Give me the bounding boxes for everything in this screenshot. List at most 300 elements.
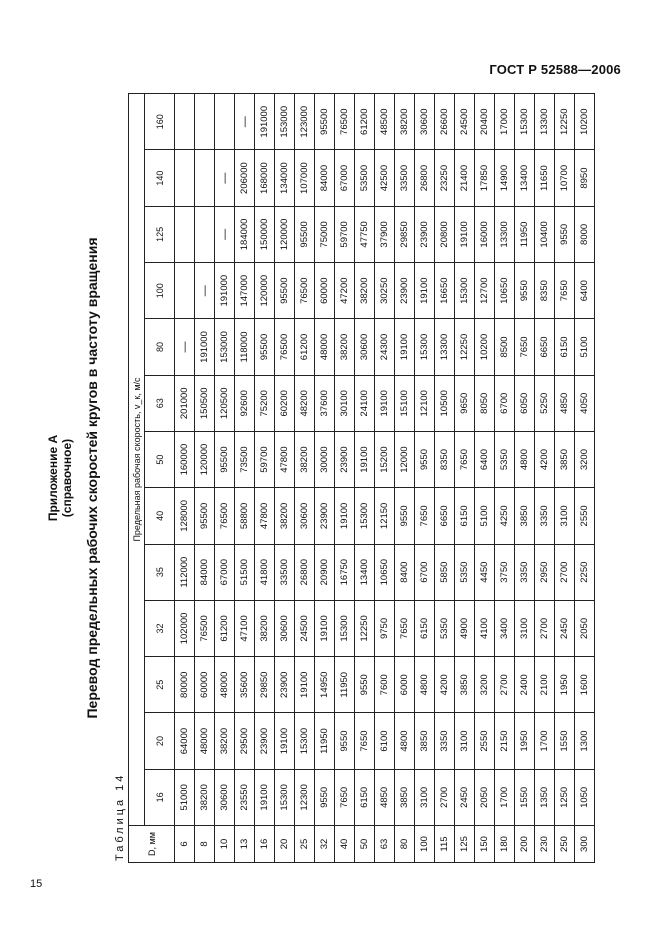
rpm-cell: 29500: [235, 713, 255, 769]
rpm-cell: 1550: [555, 713, 575, 769]
rpm-cell: 15300: [335, 600, 355, 656]
table-row: [215, 94, 235, 863]
rpm-cell: 16650: [435, 263, 455, 319]
rpm-cell: 3350: [515, 544, 535, 600]
rpm-cell: 2550: [475, 713, 495, 769]
rpm-cell: 6100: [375, 713, 395, 769]
diameter-cell: 230: [535, 826, 555, 863]
rpm-cell: 95500: [215, 431, 235, 487]
speed-header-cell: 140: [145, 150, 175, 206]
rpm-cell: 8050: [475, 375, 495, 431]
rpm-cell: 23550: [235, 769, 255, 825]
rpm-cell: 12250: [455, 319, 475, 375]
rpm-cell: 15300: [275, 769, 295, 825]
table-row: [195, 94, 215, 863]
rpm-cell: 76500: [275, 319, 295, 375]
appendix-subtitle: (справочное): [60, 438, 74, 518]
table-row: [335, 94, 355, 863]
rpm-cell: 13300: [435, 319, 455, 375]
rpm-cell: 10650: [495, 263, 515, 319]
rpm-cell: 16000: [475, 206, 495, 262]
rpm-cell: 9550: [555, 206, 575, 262]
rpm-cell: 2450: [555, 600, 575, 656]
rpm-cell: 48000: [315, 319, 335, 375]
rpm-cell: 3850: [555, 431, 575, 487]
rpm-cell: 38200: [255, 600, 275, 656]
rpm-cell: 3100: [415, 769, 435, 825]
speed-header-cell: 50: [145, 431, 175, 487]
rpm-cell: 47800: [255, 488, 275, 544]
table-row: [175, 94, 195, 863]
rpm-cell: 19100: [295, 657, 315, 713]
rpm-cell: 10650: [375, 544, 395, 600]
rpm-cell: —: [195, 263, 215, 319]
rpm-cell: 37600: [315, 375, 335, 431]
rpm-cell: 23900: [415, 206, 435, 262]
rpm-cell: 38200: [355, 263, 375, 319]
rpm-cell: 4900: [455, 600, 475, 656]
rpm-cell: 10200: [575, 94, 595, 150]
rpm-cell: 61200: [295, 319, 315, 375]
rpm-cell: 15300: [515, 94, 535, 150]
rpm-cell: 15200: [375, 431, 395, 487]
table-row: [555, 94, 575, 863]
diameter-cell: 13: [235, 826, 255, 863]
rpm-cell: 5350: [495, 431, 515, 487]
rpm-cell: 12300: [295, 769, 315, 825]
rpm-cell: 6700: [495, 375, 515, 431]
diameter-cell: 300: [575, 826, 595, 863]
rpm-cell: 8350: [535, 263, 555, 319]
rpm-cell: 19100: [415, 263, 435, 319]
rpm-cell: 4200: [435, 657, 455, 713]
rpm-cell: 19100: [375, 375, 395, 431]
appendix-heading: [46, 93, 74, 863]
rpm-cell: 76500: [295, 263, 315, 319]
rpm-cell: 29850: [395, 206, 415, 262]
rpm-cell: 120000: [255, 263, 275, 319]
rpm-cell: 3100: [515, 600, 535, 656]
rpm-cell: 12250: [555, 94, 575, 150]
rpm-cell: 9550: [415, 431, 435, 487]
rpm-cell: 80000: [175, 657, 195, 713]
diameter-cell: 25: [295, 826, 315, 863]
speed-header-cell: 100: [145, 263, 175, 319]
rpm-cell: 2250: [575, 544, 595, 600]
speed-header: Предельная рабочая скорость, v_к, м/с: [129, 94, 145, 826]
rpm-cell: 47750: [355, 206, 375, 262]
rpm-cell: 6150: [555, 319, 575, 375]
rpm-cell: 3350: [535, 488, 555, 544]
rpm-cell: 30250: [375, 263, 395, 319]
rpm-cell: 84000: [315, 150, 335, 206]
rpm-cell: [175, 94, 195, 150]
rpm-cell: —: [235, 94, 255, 150]
rpm-cell: 19100: [455, 206, 475, 262]
diameter-cell: 32: [315, 826, 335, 863]
diameter-cell: 80: [395, 826, 415, 863]
rpm-cell: 3850: [415, 713, 435, 769]
rpm-cell: 42500: [375, 150, 395, 206]
rpm-cell: 23250: [435, 150, 455, 206]
rpm-cell: 123000: [295, 94, 315, 150]
rpm-cell: 30100: [335, 375, 355, 431]
rpm-cell: 29850: [255, 657, 275, 713]
rpm-cell: 76500: [335, 94, 355, 150]
rpm-cell: 19100: [335, 488, 355, 544]
rpm-cell: 95500: [315, 94, 335, 150]
rpm-cell: 12700: [475, 263, 495, 319]
page-number: 15: [30, 878, 43, 890]
rpm-cell: 6150: [355, 769, 375, 825]
rpm-cell: 12250: [355, 600, 375, 656]
rpm-cell: 84000: [195, 544, 215, 600]
rpm-cell: 3850: [455, 657, 475, 713]
diameter-cell: 16: [255, 826, 275, 863]
rpm-cell: 6050: [515, 375, 535, 431]
rpm-cell: 153000: [215, 319, 235, 375]
rpm-cell: 47200: [335, 263, 355, 319]
table-row: [275, 94, 295, 863]
rpm-cell: 8000: [575, 206, 595, 262]
rpm-cell: 33500: [395, 150, 415, 206]
rpm-cell: 7600: [375, 657, 395, 713]
rpm-cell: [175, 263, 195, 319]
speed-header-cell: 35: [145, 544, 175, 600]
rpm-cell: 6700: [415, 544, 435, 600]
rpm-cell: 92600: [235, 375, 255, 431]
rpm-cell: 5250: [535, 375, 555, 431]
rpm-cell: 2050: [475, 769, 495, 825]
rpm-cell: 107000: [295, 150, 315, 206]
rpm-cell: 14950: [315, 657, 335, 713]
rpm-cell: 15300: [455, 263, 475, 319]
rpm-cell: 120500: [215, 375, 235, 431]
rpm-cell: 30600: [415, 94, 435, 150]
rpm-cell: 9550: [315, 769, 335, 825]
rotated-content: [40, 93, 590, 863]
table-row: [535, 94, 555, 863]
rpm-cell: 3850: [395, 769, 415, 825]
rpm-cell: [215, 94, 235, 150]
rpm-cell: 134000: [275, 150, 295, 206]
rpm-cell: 118000: [235, 319, 255, 375]
rpm-cell: 2100: [535, 657, 555, 713]
rpm-cell: 191000: [215, 263, 235, 319]
rpm-cell: [175, 206, 195, 262]
rpm-cell: 4450: [475, 544, 495, 600]
rpm-cell: 13400: [515, 150, 535, 206]
rpm-cell: 60000: [315, 263, 335, 319]
rpm-cell: 1250: [555, 769, 575, 825]
rpm-cell: 10700: [555, 150, 575, 206]
speed-header-cell: 80: [145, 319, 175, 375]
rpm-cell: 147000: [235, 263, 255, 319]
rpm-cell: 48000: [215, 657, 235, 713]
rpm-cell: 24500: [295, 600, 315, 656]
rpm-cell: 21400: [455, 150, 475, 206]
rpm-cell: 15300: [415, 319, 435, 375]
rpm-cell: 51500: [235, 544, 255, 600]
speed-values-row: [145, 94, 175, 863]
table-row: [395, 94, 415, 863]
rpm-cell: [195, 94, 215, 150]
rpm-cell: 8950: [575, 150, 595, 206]
rpm-cell: 30000: [315, 431, 335, 487]
rpm-cell: 13300: [495, 206, 515, 262]
rpm-cell: 9750: [375, 600, 395, 656]
appendix-title: Приложение А: [46, 434, 60, 522]
rpm-cell: 3750: [495, 544, 515, 600]
rpm-cell: 20900: [315, 544, 335, 600]
rpm-cell: 1600: [575, 657, 595, 713]
rpm-cell: 16750: [335, 544, 355, 600]
rpm-cell: 9650: [455, 375, 475, 431]
rpm-cell: 38200: [335, 319, 355, 375]
rpm-cell: —: [215, 206, 235, 262]
rpm-cell: 30600: [215, 769, 235, 825]
rpm-cell: 59700: [335, 206, 355, 262]
rpm-cell: —: [215, 150, 235, 206]
rpm-cell: 6650: [435, 488, 455, 544]
table-body: [175, 94, 595, 863]
table-row: [355, 94, 375, 863]
conversion-table: [128, 93, 595, 863]
rpm-cell: 75000: [315, 206, 335, 262]
rpm-cell: 41800: [255, 544, 275, 600]
rpm-cell: 9550: [355, 657, 375, 713]
diameter-header: D, мм: [129, 826, 175, 863]
rpm-cell: 48500: [375, 94, 395, 150]
rpm-cell: 19100: [315, 600, 335, 656]
rpm-cell: 11950: [515, 206, 535, 262]
rpm-cell: 38200: [275, 488, 295, 544]
rpm-cell: 3100: [455, 713, 475, 769]
rpm-cell: 37900: [375, 206, 395, 262]
rpm-cell: 3350: [435, 713, 455, 769]
rpm-cell: 67000: [215, 544, 235, 600]
rpm-cell: 6400: [575, 263, 595, 319]
rpm-cell: 47100: [235, 600, 255, 656]
rpm-cell: 76500: [215, 488, 235, 544]
table-row: [435, 94, 455, 863]
rpm-cell: 7650: [335, 769, 355, 825]
rpm-cell: 17000: [495, 94, 515, 150]
rpm-cell: [195, 150, 215, 206]
rpm-cell: 19100: [255, 769, 275, 825]
rpm-cell: 53500: [355, 150, 375, 206]
rpm-cell: 150500: [195, 375, 215, 431]
rpm-cell: 15300: [355, 488, 375, 544]
table-row: [235, 94, 255, 863]
rpm-cell: 38200: [395, 94, 415, 150]
rpm-cell: 3400: [495, 600, 515, 656]
table-row: [375, 94, 395, 863]
rpm-cell: 17850: [475, 150, 495, 206]
rpm-cell: 51000: [175, 769, 195, 825]
rpm-cell: 4850: [375, 769, 395, 825]
diameter-cell: 50: [355, 826, 375, 863]
rpm-cell: 4800: [515, 431, 535, 487]
rpm-cell: 19100: [355, 431, 375, 487]
rpm-cell: 2700: [435, 769, 455, 825]
rpm-cell: 184000: [235, 206, 255, 262]
rpm-cell: 201000: [175, 375, 195, 431]
rpm-cell: 9550: [515, 263, 535, 319]
rpm-cell: 128000: [175, 488, 195, 544]
rpm-cell: 112000: [175, 544, 195, 600]
rpm-cell: 2950: [535, 544, 555, 600]
rpm-cell: 23900: [275, 657, 295, 713]
rpm-cell: 2450: [455, 769, 475, 825]
rpm-cell: 38200: [215, 713, 235, 769]
rpm-cell: 12150: [375, 488, 395, 544]
speed-header-cell: 20: [145, 713, 175, 769]
rpm-cell: 9550: [335, 713, 355, 769]
rpm-cell: 120000: [195, 431, 215, 487]
rpm-cell: 2700: [495, 657, 515, 713]
rpm-cell: 7650: [395, 600, 415, 656]
rpm-cell: 102000: [175, 600, 195, 656]
diameter-cell: 63: [375, 826, 395, 863]
rpm-cell: 23900: [315, 488, 335, 544]
rpm-cell: 60000: [195, 657, 215, 713]
rpm-cell: 153000: [275, 94, 295, 150]
rpm-cell: 4250: [495, 488, 515, 544]
rpm-cell: 4850: [555, 375, 575, 431]
rpm-cell: 5100: [575, 319, 595, 375]
diameter-cell: 180: [495, 826, 515, 863]
rpm-cell: 1550: [515, 769, 535, 825]
rpm-cell: 8350: [435, 431, 455, 487]
speed-header-cell: 25: [145, 657, 175, 713]
rpm-cell: 1700: [495, 769, 515, 825]
rpm-cell: —: [175, 319, 195, 375]
rpm-cell: 38200: [195, 769, 215, 825]
diameter-cell: 10: [215, 826, 235, 863]
rpm-cell: 58800: [235, 488, 255, 544]
rpm-cell: 150000: [255, 206, 275, 262]
rpm-cell: 73500: [235, 431, 255, 487]
rpm-cell: 6150: [455, 488, 475, 544]
rpm-cell: 30600: [275, 600, 295, 656]
rpm-cell: 3200: [475, 657, 495, 713]
speed-header-cell: 125: [145, 206, 175, 262]
rpm-cell: 4050: [575, 375, 595, 431]
rpm-cell: 23900: [255, 713, 275, 769]
rpm-cell: 6150: [415, 600, 435, 656]
table-row: [295, 94, 315, 863]
table-row: [495, 94, 515, 863]
rpm-cell: 7650: [415, 488, 435, 544]
diameter-cell: 125: [455, 826, 475, 863]
rpm-cell: 15100: [395, 375, 415, 431]
rpm-cell: 1300: [575, 713, 595, 769]
speed-header-cell: 16: [145, 769, 175, 825]
table-row: [475, 94, 495, 863]
rpm-cell: 30600: [355, 319, 375, 375]
rpm-cell: 191000: [195, 319, 215, 375]
speed-header-cell: 63: [145, 375, 175, 431]
rpm-cell: 1050: [575, 769, 595, 825]
diameter-cell: 20: [275, 826, 295, 863]
diameter-cell: 100: [415, 826, 435, 863]
rpm-cell: 11950: [315, 713, 335, 769]
speed-header-cell: 160: [145, 94, 175, 150]
rpm-cell: 1950: [515, 713, 535, 769]
rpm-cell: 6000: [395, 657, 415, 713]
rpm-cell: 5350: [435, 600, 455, 656]
rpm-cell: 191000: [255, 94, 275, 150]
rpm-cell: 19100: [275, 713, 295, 769]
rpm-cell: 8500: [495, 319, 515, 375]
rpm-cell: 61200: [215, 600, 235, 656]
rpm-cell: 76500: [195, 600, 215, 656]
rpm-cell: 24300: [375, 319, 395, 375]
rpm-cell: 64000: [175, 713, 195, 769]
rpm-cell: 26600: [435, 94, 455, 150]
document-code: ГОСТ Р 52588—2006: [489, 62, 621, 77]
rpm-cell: 6650: [535, 319, 555, 375]
rpm-cell: 19100: [395, 319, 415, 375]
rpm-cell: 47800: [275, 431, 295, 487]
rpm-cell: 95500: [255, 319, 275, 375]
rpm-cell: 13400: [355, 544, 375, 600]
rpm-cell: 2550: [575, 488, 595, 544]
rpm-cell: 61200: [355, 94, 375, 150]
rpm-cell: 5100: [475, 488, 495, 544]
rpm-cell: 7650: [355, 713, 375, 769]
table-row: [255, 94, 275, 863]
table-row: [575, 94, 595, 863]
rpm-cell: 24500: [455, 94, 475, 150]
speed-header-cell: 32: [145, 600, 175, 656]
rpm-cell: 160000: [175, 431, 195, 487]
rpm-cell: 95500: [275, 263, 295, 319]
rpm-cell: 168000: [255, 150, 275, 206]
rpm-cell: 206000: [235, 150, 255, 206]
table-row: [315, 94, 335, 863]
rpm-cell: 5350: [455, 544, 475, 600]
rpm-cell: 3100: [555, 488, 575, 544]
rpm-cell: 5850: [435, 544, 455, 600]
rpm-cell: 4800: [415, 657, 435, 713]
rpm-cell: 15300: [295, 713, 315, 769]
rpm-cell: 120000: [275, 206, 295, 262]
rpm-cell: 10200: [475, 319, 495, 375]
rpm-cell: 7650: [515, 319, 535, 375]
rpm-cell: 3850: [515, 488, 535, 544]
rpm-cell: 13300: [535, 94, 555, 150]
rpm-cell: 33500: [275, 544, 295, 600]
rpm-cell: 10500: [435, 375, 455, 431]
rpm-cell: [195, 206, 215, 262]
rpm-cell: 2150: [495, 713, 515, 769]
rpm-cell: 67000: [335, 150, 355, 206]
page-title: Перевод предельных рабочих скоростей кругов в частоту вращения: [84, 237, 100, 719]
rpm-cell: 6400: [475, 431, 495, 487]
rpm-cell: 10400: [535, 206, 555, 262]
rpm-cell: 23900: [395, 263, 415, 319]
diameter-cell: 200: [515, 826, 535, 863]
rpm-cell: 4100: [475, 600, 495, 656]
rpm-cell: 2400: [515, 657, 535, 713]
table-row: [455, 94, 475, 863]
rpm-cell: 20800: [435, 206, 455, 262]
rpm-cell: 59700: [255, 431, 275, 487]
rpm-cell: 48000: [195, 713, 215, 769]
diameter-cell: 8: [195, 826, 215, 863]
